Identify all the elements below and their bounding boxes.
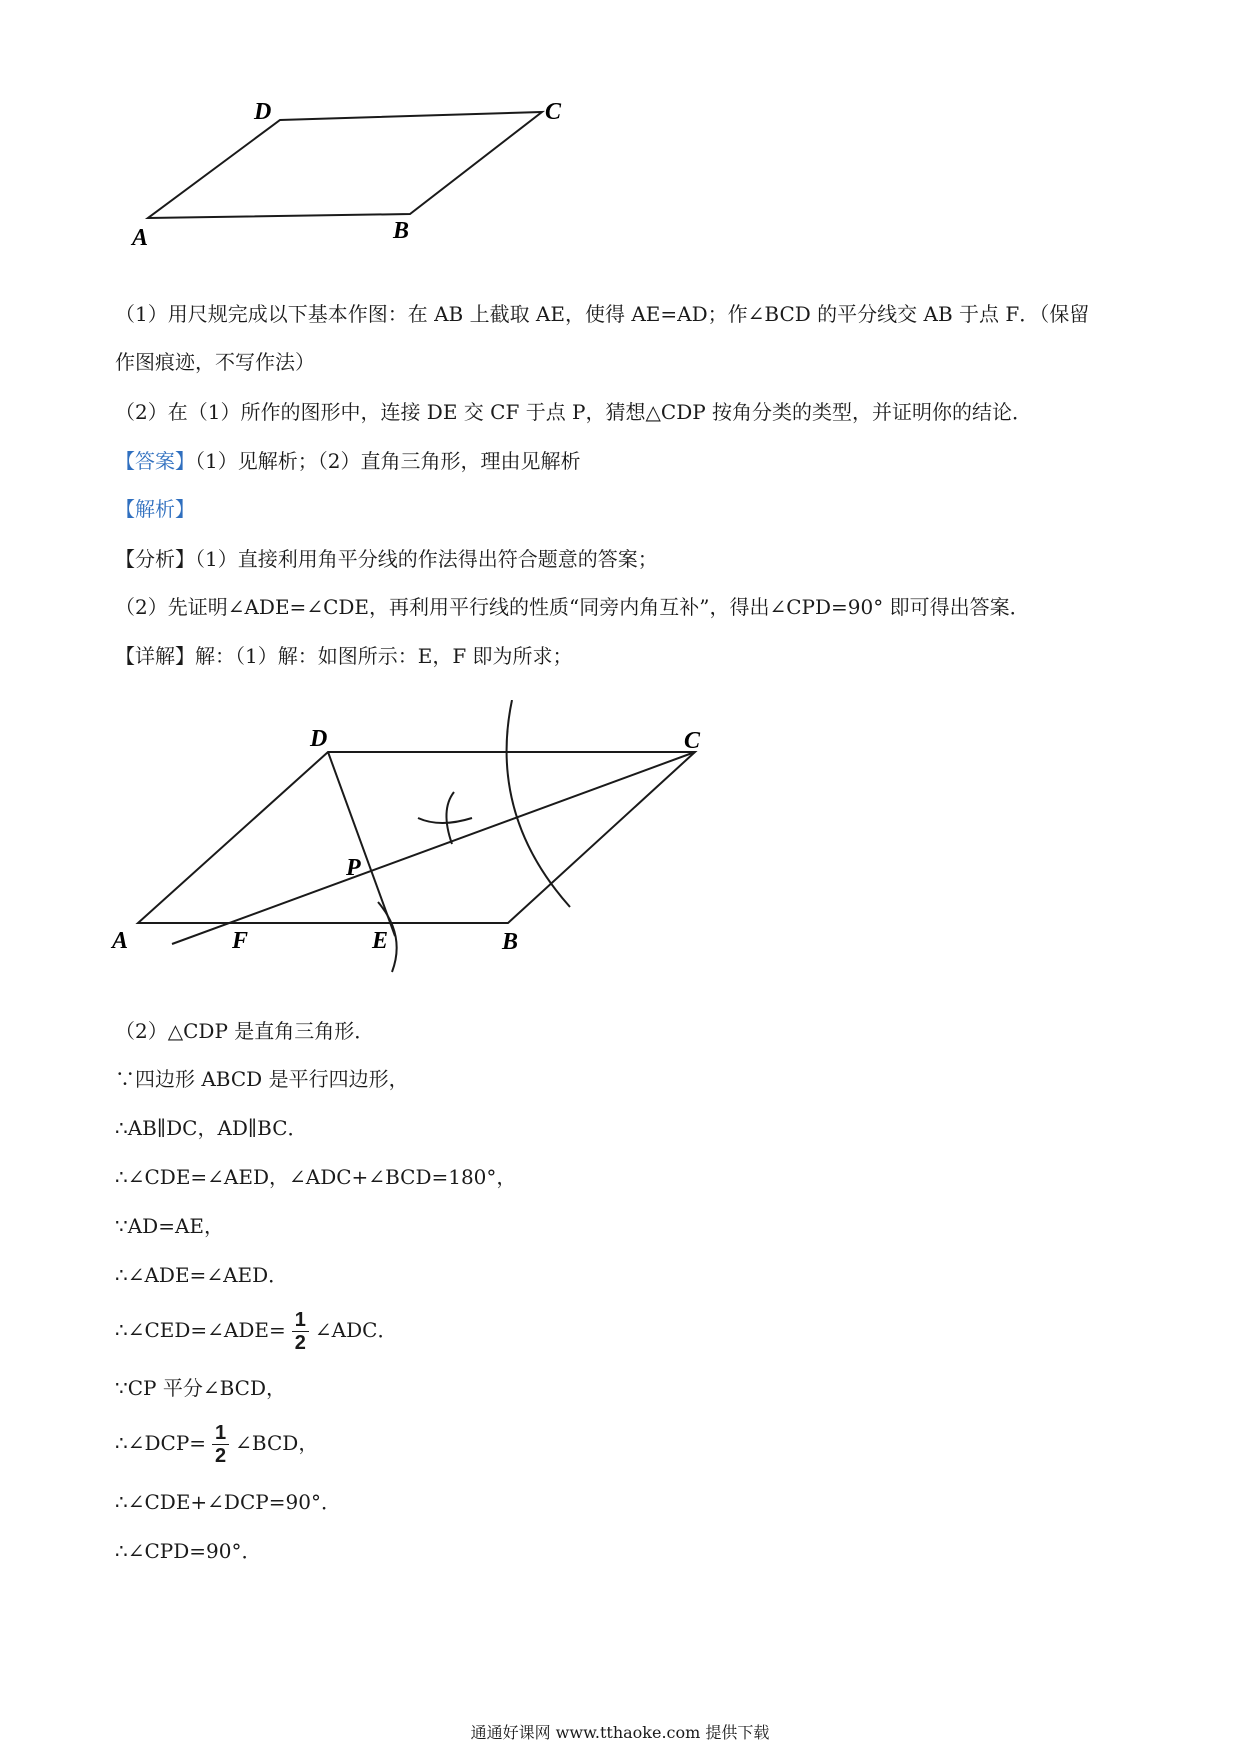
label-p2: P: [346, 855, 361, 881]
label-a: A: [132, 225, 149, 251]
part2-line: （2）在（1）所作的图形中，连接 DE 交 CF 于点 P，猜想△CDP 按角分类的类型，并证明你的结论．: [115, 400, 1033, 424]
answer-text: （1）见解析；（2）直角三角形，理由见解析: [195, 449, 581, 473]
proof-line-9a: ∴∠DCP=: [115, 1431, 207, 1455]
page-footer: 通通好课网 www.tthaoke.com 提供下载: [470, 1723, 770, 1742]
fraction-half: [292, 1309, 309, 1354]
figure-parallelogram: [120, 100, 580, 280]
proof-line-10: ∴∠CDE+∠DCP=90°．: [115, 1490, 341, 1514]
proof-line-5: ∵AD=AE，: [115, 1214, 225, 1238]
answer-line: [115, 447, 580, 475]
label-d2: D: [310, 726, 328, 752]
fraction-denominator-2: 2: [215, 1445, 227, 1467]
fraction-denominator: 2: [294, 1332, 306, 1354]
proof-line-9: [115, 1419, 318, 1467]
proof-line-7a: ∴∠CED=∠ADE=: [115, 1318, 286, 1342]
label-e2: E: [372, 928, 389, 954]
proof-line-7: [115, 1306, 397, 1354]
proof-line-1: （2）△CDP 是直角三角形．: [115, 1019, 375, 1043]
fraction-half-2: [212, 1422, 229, 1467]
label-b: B: [393, 218, 410, 244]
fenxi-text1: （1）直接利用角平分线的作法得出符合题意的答案；: [195, 547, 658, 571]
label-c: C: [545, 100, 562, 125]
fraction-numerator: 1: [292, 1309, 309, 1332]
proof-line-4: ∴∠CDE=∠AED，∠ADC+∠BCD=180°，: [115, 1165, 517, 1189]
proof-line-8: ∵CP 平分∠BCD，: [115, 1376, 287, 1400]
proof-line-3: ∴AB∥DC，AD∥BC．: [115, 1116, 308, 1140]
analysis-line: [115, 495, 195, 523]
label-b2: B: [502, 929, 519, 955]
proof-line-11: ∴∠CPD=90°．: [115, 1539, 262, 1563]
answer-tag: 【答案】: [115, 449, 195, 473]
part1-line2: 作图痕迹，不写作法）: [115, 350, 315, 374]
detail-tag: 【详解】: [115, 644, 195, 668]
fraction-numerator-2: 1: [212, 1422, 229, 1445]
proof-line-2: ∵四边形 ABCD 是平行四边形，: [115, 1067, 409, 1091]
label-a2: A: [112, 928, 129, 954]
parallelogram-abcd: [148, 112, 542, 218]
part1-line1: （1）用尺规完成以下基本作图：在 AB 上截取 AE，使得 AE=AD；作∠BCD 的平分线交 AB 于点 F．（保留: [115, 302, 1090, 326]
segment-de: [328, 752, 395, 936]
arc-cross-1: [418, 818, 472, 823]
proof-line-9b: ∠BCD，: [235, 1431, 319, 1455]
parallelogram-abcd-2: [138, 752, 695, 923]
fenxi-tag: 【分析】: [115, 547, 195, 571]
arc-cross-2: [446, 792, 454, 844]
label-f2: F: [232, 928, 249, 954]
segment-cf: [172, 752, 695, 944]
analysis-tag: 【解析】: [115, 497, 195, 521]
proof-line-7b: ∠ADC．: [314, 1318, 398, 1342]
detail-line: [115, 642, 573, 670]
detail-text: 解：（1）解：如图所示：E，F 即为所求；: [195, 644, 573, 668]
fenxi-line2: （2）先证明∠ADE=∠CDE，再利用平行线的性质“同旁内角互补”，得出∠CPD=90° 即可得出答案．: [115, 595, 1030, 619]
proof-line-6: ∴∠ADE=∠AED．: [115, 1263, 289, 1287]
label-d: D: [254, 100, 272, 125]
fenxi-line1: [115, 545, 658, 573]
figure-construction: [110, 700, 730, 980]
label-c2: C: [684, 728, 701, 754]
